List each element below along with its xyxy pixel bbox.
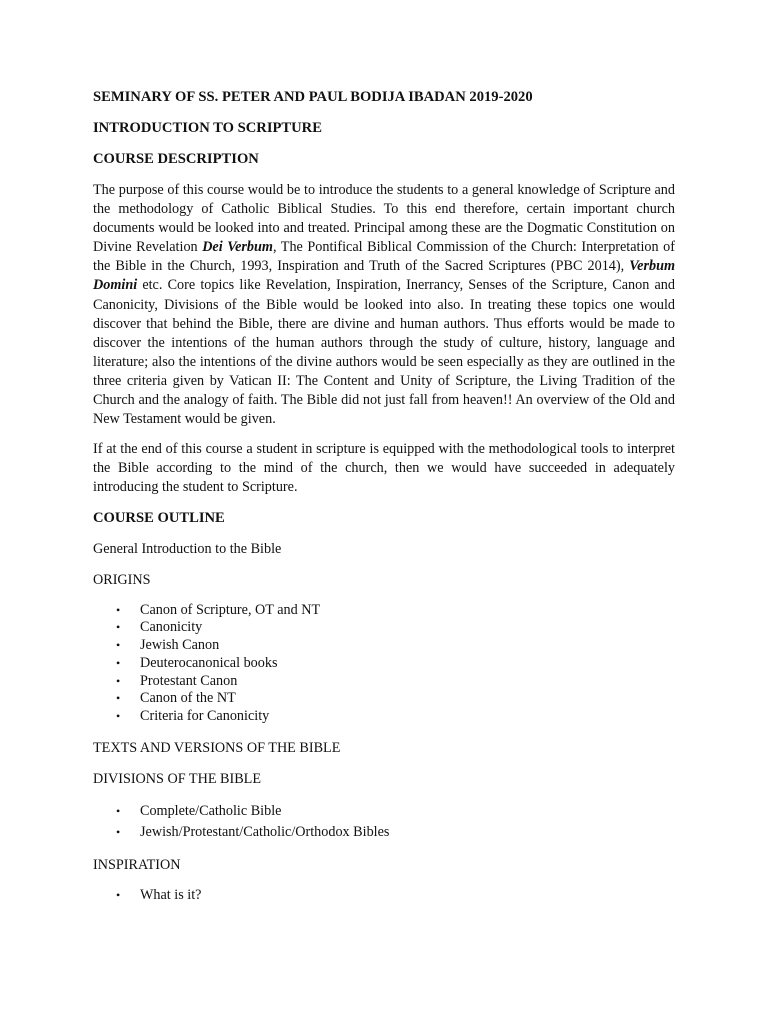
course-description-paragraph-2: If at the end of this course a student in scripture is equipped with the methodological tools to interpret the Bible according to the mind of the church, then we would have succeeded in adequately introducing the student to Scripture. <box>93 441 675 496</box>
bullet-icon: • <box>116 655 121 670</box>
list-item: • What is it? <box>116 887 202 904</box>
origins-heading: ORIGINS <box>93 571 151 588</box>
course-title: INTRODUCTION TO SCRIPTURE <box>93 120 322 136</box>
divisions-heading: DIVISIONS OF THE BIBLE <box>93 771 262 788</box>
list-item: • Canonicity <box>116 619 203 636</box>
verbum-domini-emphasis: Verbum Domini <box>93 258 675 294</box>
document-page <box>93 88 675 918</box>
list-item: • Criteria for Canonicity <box>116 708 270 725</box>
description-text-a: The purpose of this course would be to introduce the students to a general knowledge of Scripture and the methodology of Catholic Biblical Studies. To this end therefore, certain important church documents would be looked into and treated. Principal among these are the Dogmatic Constitution on Divine Revelation <box>93 182 675 256</box>
bullet-icon: • <box>116 691 121 706</box>
list-item: • Canon of Scripture, OT and NT <box>116 601 321 618</box>
list-item: • Canon of the NT <box>116 690 236 707</box>
origins-list <box>93 602 675 727</box>
divisions-list <box>93 801 675 843</box>
list-item: • Complete/Catholic Bible <box>93 801 675 822</box>
general-introduction-label: General Introduction to the Bible <box>93 540 282 557</box>
bullet-icon: • <box>116 673 121 688</box>
course-outline-heading: COURSE OUTLINE <box>93 509 225 526</box>
document-title: SEMINARY OF SS. PETER AND PAUL BODIJA IBADAN 2019-2020 <box>93 89 533 105</box>
dei-verbum-emphasis: Dei Verbum <box>202 239 273 256</box>
bullet-icon: • <box>116 825 121 840</box>
bullet-icon: • <box>116 888 121 903</box>
inspiration-heading: INSPIRATION <box>93 857 181 874</box>
list-item: • Jewish/Protestant/Catholic/Orthodox Bibles <box>93 822 675 843</box>
bullet-icon: • <box>116 602 121 617</box>
list-item: • Protestant Canon <box>116 672 238 689</box>
bullet-icon: • <box>116 620 121 635</box>
course-description-heading: COURSE DESCRIPTION <box>93 151 259 167</box>
bullet-icon: • <box>116 709 121 724</box>
list-item: • Jewish Canon <box>116 637 220 654</box>
texts-versions-heading: TEXTS AND VERSIONS OF THE BIBLE <box>93 740 341 757</box>
course-description-paragraph-1 <box>93 181 675 429</box>
description-text-c: etc. Core topics like Revelation, Inspiration, Inerrancy, Senses of the Scripture, Canon and Canonicity, Divisions of the Bible would be looked into also. In treating these topics one would discover that behind the Bible, there are divine and human authors. Thus efforts would be made to discover the intentions of the human authors through the study of culture, history, language and literature; also the intentions of the divine authors would be seen especially as they are outlined in the three criteria given by Vatican II: The Content and Unity of Scripture, the Living Tradition of the Church and the analogy of faith. The Bible did not just fall from heaven!! An overview of the Old and New Testament would be given. <box>93 277 675 428</box>
list-item: • Deuterocanonical books <box>116 654 278 671</box>
bullet-icon: • <box>116 638 121 653</box>
description-text-b: , The Pontifical Biblical Commission of the Church: Interpretation of the Bible in the Church, 1993, Inspiration and Truth of the Sacred Scriptures (PBC 2014), <box>93 239 675 275</box>
inspiration-list <box>93 887 675 905</box>
bullet-icon: • <box>116 804 121 819</box>
